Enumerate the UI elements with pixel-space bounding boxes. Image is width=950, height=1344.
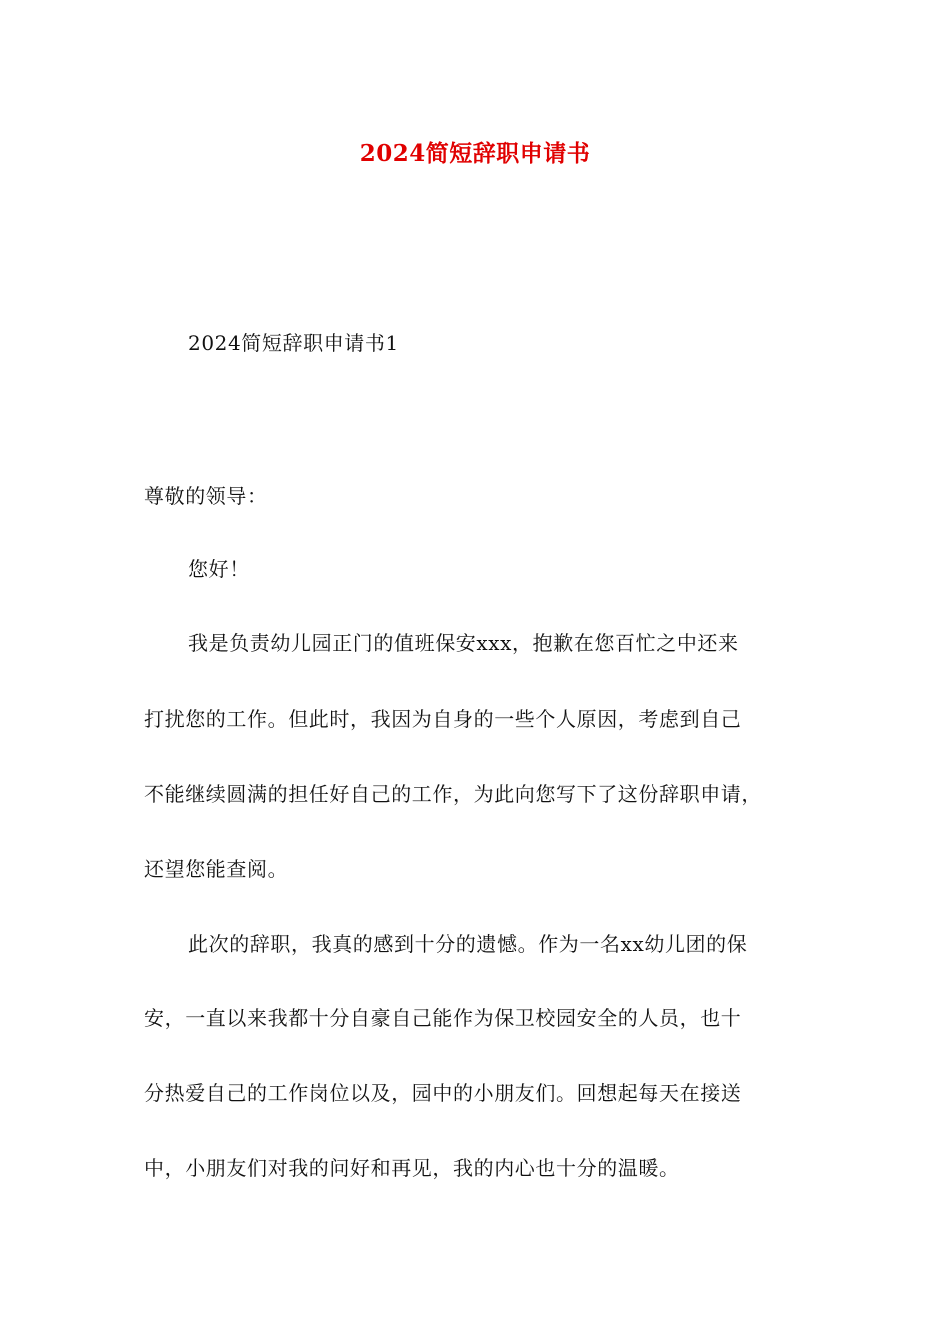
paragraph-line: 不能继续圆满的担任好自己的工作，为此向您写下了这份辞职申请， — [144, 782, 762, 806]
paragraph-line: 此次的辞职，我真的感到十分的遗憾。作为一名xx幼儿团的保 — [188, 932, 748, 956]
salutation: 尊敬的领导： — [144, 484, 268, 508]
section-heading: 2024简短辞职申请书1 — [188, 331, 399, 355]
paragraph-line: 中，小朋友们对我的问好和再见，我的内心也十分的温暖。 — [144, 1156, 680, 1180]
paragraph-line: 还望您能查阅。 — [144, 857, 289, 881]
paragraph-line: 我是负责幼儿园正门的值班保安xxx，抱歉在您百忙之中还来 — [188, 631, 739, 655]
paragraph-line: 安，一直以来我都十分自豪自己能作为保卫校园安全的人员，也十 — [144, 1006, 742, 1030]
greeting: 您好！ — [188, 557, 250, 581]
document-title: 2024简短辞职申请书 — [359, 140, 591, 167]
paragraph-line: 打扰您的工作。但此时，我因为自身的一些个人原因，考虑到自己 — [144, 707, 742, 731]
paragraph-line: 分热爱自己的工作岗位以及，园中的小朋友们。回想起每天在接送 — [144, 1081, 742, 1105]
